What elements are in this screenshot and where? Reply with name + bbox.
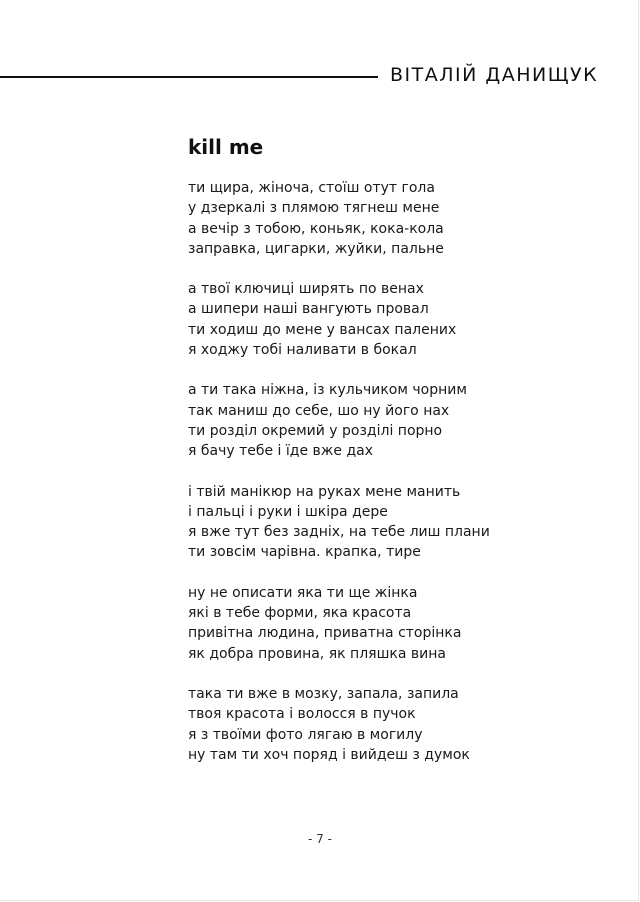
poem-title: kill me: [188, 135, 264, 159]
stanza: [188, 279, 628, 360]
poem-line: заправка, цигарки, жуйки, пальне: [188, 240, 444, 257]
page-number: - 7 -: [308, 832, 332, 846]
poem-line: так маниш до себе, шо ну його нах: [188, 402, 450, 419]
poem-line: я з твоїми фото лягаю в могилу: [188, 726, 423, 743]
poem-line: ну не описати яка ти ще жінка: [188, 584, 418, 601]
poem-line: твоя красота і волосся в пучок: [188, 706, 416, 723]
poem-body: [188, 178, 628, 785]
poem-line: ти щира, жіноча, стоїш отут гола: [188, 180, 435, 196]
poem-line: і твій манікюр на руках мене манить: [188, 483, 461, 500]
poem-line: ти зовсім чарівна. крапка, тире: [188, 544, 421, 561]
poem-line: і пальці і руки і шкіра дере: [188, 503, 388, 520]
stanza: [188, 684, 628, 765]
poem-line: а шипери наші вангують провал: [188, 301, 429, 318]
poem-line: а вечір з тобою, коньяк, кока-кола: [188, 220, 444, 237]
header-rule: [0, 76, 378, 78]
poem-line: які в тебе форми, яка красота: [188, 605, 412, 622]
poem-line: як добра провина, як пляшка вина: [188, 645, 446, 662]
author-name: ВІТАЛІЙ ДАНИЩУК: [390, 64, 599, 86]
poem-line: а ти така ніжна, із кульчиком чорним: [188, 382, 467, 399]
stanza: [188, 583, 628, 664]
poem-line: така ти вже в мозку, запала, запила: [188, 685, 459, 702]
poem-line: я ходжу тобі наливати в бокал: [188, 342, 417, 359]
poem-line: а твої ключиці ширять по венах: [188, 281, 424, 298]
poem-line: у дзеркалі з плямою тягнеш мене: [188, 200, 440, 217]
stanza: [188, 482, 628, 563]
poem-line: привітна людина, приватна сторінка: [188, 625, 462, 642]
stanza: [188, 380, 628, 461]
poem-line: ти розділ окремий у розділі порно: [188, 422, 443, 439]
stanza: [188, 178, 628, 259]
poem-line: я вже тут без задніх, на тебе лиш плани: [188, 524, 490, 541]
poem-line: ну там ти хоч поряд і вийдеш з думок: [188, 746, 470, 763]
poem-line: я бачу тебе і їде вже дах: [188, 443, 374, 460]
poem-line: ти ходиш до мене у вансах палених: [188, 321, 457, 338]
